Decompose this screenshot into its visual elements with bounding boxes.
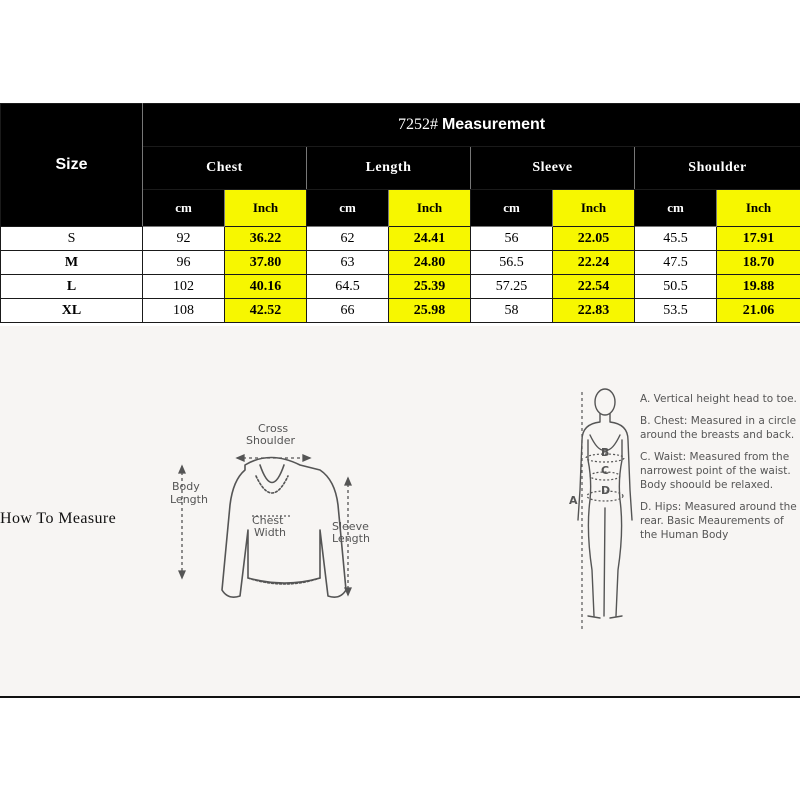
shoulder-label: Shoulder	[246, 434, 295, 447]
table-cell: 62	[307, 227, 389, 251]
table-cell: 56.5	[471, 251, 553, 275]
chest-label: Chest	[252, 514, 284, 527]
table-cell: 25.39	[389, 275, 471, 299]
size-label: XL	[1, 299, 143, 323]
letter-b: B	[601, 446, 610, 459]
table-cell: 17.91	[717, 227, 800, 251]
group-sleeve: Sleeve	[471, 147, 635, 190]
table-cell: 64.5	[307, 275, 389, 299]
unit-inch: Inch	[717, 190, 800, 227]
unit-inch: Inch	[225, 190, 307, 227]
table-cell: 92	[143, 227, 225, 251]
table-cell: 36.22	[225, 227, 307, 251]
letter-a: A	[569, 494, 578, 507]
note-c: C. Waist: Measured from the narrowest point of the waist. Body shoould be relaxed.	[640, 451, 791, 491]
table-cell: 37.80	[225, 251, 307, 275]
note-b: B. Chest: Measured in a circle around the breasts and back.	[640, 415, 797, 441]
sleeve-length-label: Length	[332, 532, 370, 545]
note-a: A. Vertical height head to toe.	[640, 393, 797, 405]
table-cell: 22.05	[553, 227, 635, 251]
unit-cm: cm	[635, 190, 717, 227]
size-label: M	[1, 251, 143, 275]
title-number: 7252#	[397, 116, 438, 133]
size-header: Size	[1, 104, 143, 227]
unit-cm: cm	[143, 190, 225, 227]
body-label: Body	[172, 480, 200, 493]
table-cell: 22.24	[553, 251, 635, 275]
group-length: Length	[307, 147, 471, 190]
table-cell: 21.06	[717, 299, 800, 323]
title-word: Measurement	[441, 116, 546, 133]
divider-line	[0, 696, 800, 698]
note-d: D. Hips: Measured around the rear. Basic Meaurements of the Human Body	[640, 501, 797, 541]
table-cell: 25.98	[389, 299, 471, 323]
size-table	[0, 103, 800, 323]
table-cell: 19.88	[717, 275, 800, 299]
group-chest: Chest	[143, 147, 307, 190]
table-cell: 47.5	[635, 251, 717, 275]
table-title	[143, 104, 800, 147]
table-cell: 102	[143, 275, 225, 299]
cross-label: Cross	[258, 422, 289, 435]
letter-c: C	[601, 464, 610, 477]
table-cell: 40.16	[225, 275, 307, 299]
table-cell: 63	[307, 251, 389, 275]
table-cell: 22.83	[553, 299, 635, 323]
table-cell: 22.54	[553, 275, 635, 299]
size-label: L	[1, 275, 143, 299]
size-label: S	[1, 227, 143, 251]
body-length-label: Length	[170, 493, 208, 506]
garment-diagram	[160, 410, 390, 610]
measurement-notes	[640, 392, 800, 550]
table-cell: 42.52	[225, 299, 307, 323]
table-row	[1, 227, 800, 251]
group-shoulder: Shoulder	[635, 147, 800, 190]
unit-cm: cm	[471, 190, 553, 227]
table-cell: 96	[143, 251, 225, 275]
unit-inch: Inch	[389, 190, 471, 227]
table-cell: 66	[307, 299, 389, 323]
table-cell: 24.80	[389, 251, 471, 275]
table-cell: 108	[143, 299, 225, 323]
table-cell: 57.25	[471, 275, 553, 299]
table-cell: 58	[471, 299, 553, 323]
table-cell: 24.41	[389, 227, 471, 251]
table-cell: 50.5	[635, 275, 717, 299]
sleeve-label: Sleeve	[332, 520, 369, 533]
table-row	[1, 299, 800, 323]
unit-cm: cm	[307, 190, 389, 227]
unit-inch: Inch	[553, 190, 635, 227]
table-row	[1, 275, 800, 299]
table-cell: 18.70	[717, 251, 800, 275]
table-row	[1, 251, 800, 275]
table-cell: 53.5	[635, 299, 717, 323]
chest-width-label: Width	[254, 526, 286, 539]
table-cell: 45.5	[635, 227, 717, 251]
how-to-measure-label: How To Measure	[0, 510, 117, 527]
table-cell: 56	[471, 227, 553, 251]
letter-d: D	[601, 484, 611, 497]
